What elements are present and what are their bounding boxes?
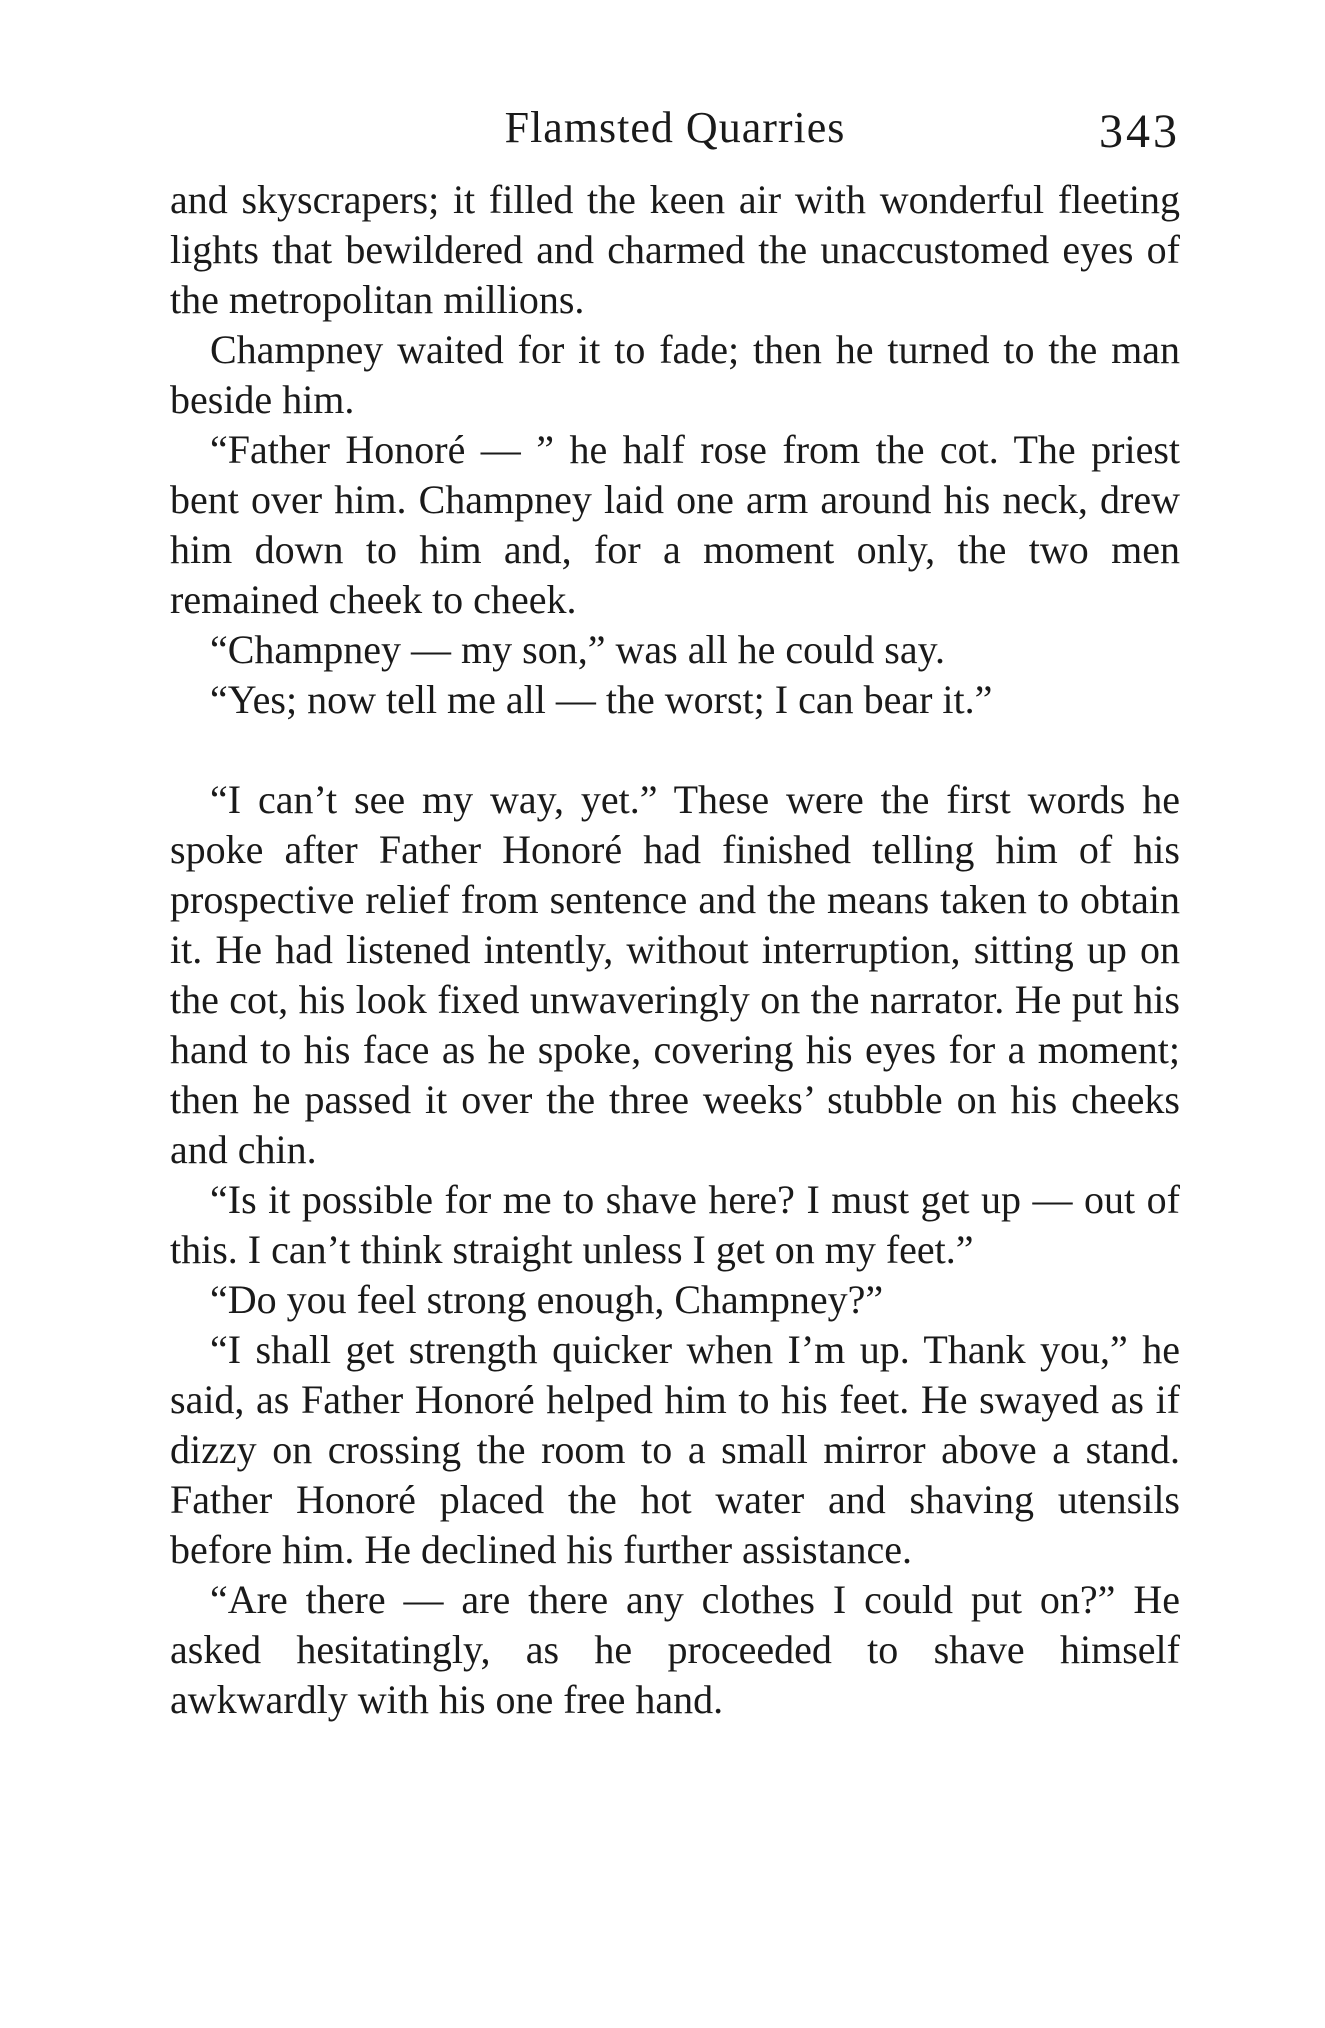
paragraph: “Yes; now tell me all — the worst; I can bear it.” bbox=[210, 677, 993, 722]
paragraph: “Are there — are there any clothes I could put on?” He asked hesitatingly, as he proceeded to shave himself awkwardly with his one free hand. bbox=[170, 1577, 1180, 1722]
paragraph: “I can’t see my way, yet.” These were the first words he spoke after Father Honoré had finished telling him of his prospective relief from sentence and the means taken to obtain it. He had listened intently, without interruption, sitting up on the cot, his look fixed unwaveringly on the narrator. He put his hand to his face as he spoke, covering his eyes for a moment; then he passed it over the three weeks’ stubble on his cheeks and chin. bbox=[170, 777, 1180, 1172]
page-number: 343 bbox=[1099, 105, 1180, 158]
running-title: Flamsted Quarries bbox=[504, 103, 846, 152]
paragraph: Champney waited for it to fade; then he turned to the man beside him. bbox=[170, 327, 1180, 422]
running-head bbox=[170, 98, 1180, 158]
section-break bbox=[170, 725, 1180, 775]
paragraph-continued: and skyscrapers; it filled the keen air with wonderful fleeting lights that bewildered and charmed the unaccustomed eyes of the metropolitan millions. bbox=[170, 177, 1180, 322]
paragraph: “I shall get strength quicker when I’m up. Thank you,” he said, as Father Honoré helped him to his feet. He swayed as if dizzy on crossing the room to a small mirror above a stand. Father Honoré placed the hot water and shaving utensils before him. He declined his further assistance. bbox=[170, 1327, 1180, 1572]
paragraph: “Father Honoré — ” he half rose from the cot. The priest bent over him. Champney laid one arm around his neck, drew him down to him and, for a moment only, the two men remained cheek to cheek. bbox=[170, 427, 1180, 622]
body-text bbox=[170, 175, 1180, 1725]
paragraph: “Champney — my son,” was all he could say. bbox=[210, 627, 946, 672]
paragraph: “Is it possible for me to shave here? I must get up — out of this. I can’t think straight unless I get on my feet.” bbox=[170, 1177, 1180, 1272]
paragraph: “Do you feel strong enough, Champney?” bbox=[210, 1277, 884, 1322]
